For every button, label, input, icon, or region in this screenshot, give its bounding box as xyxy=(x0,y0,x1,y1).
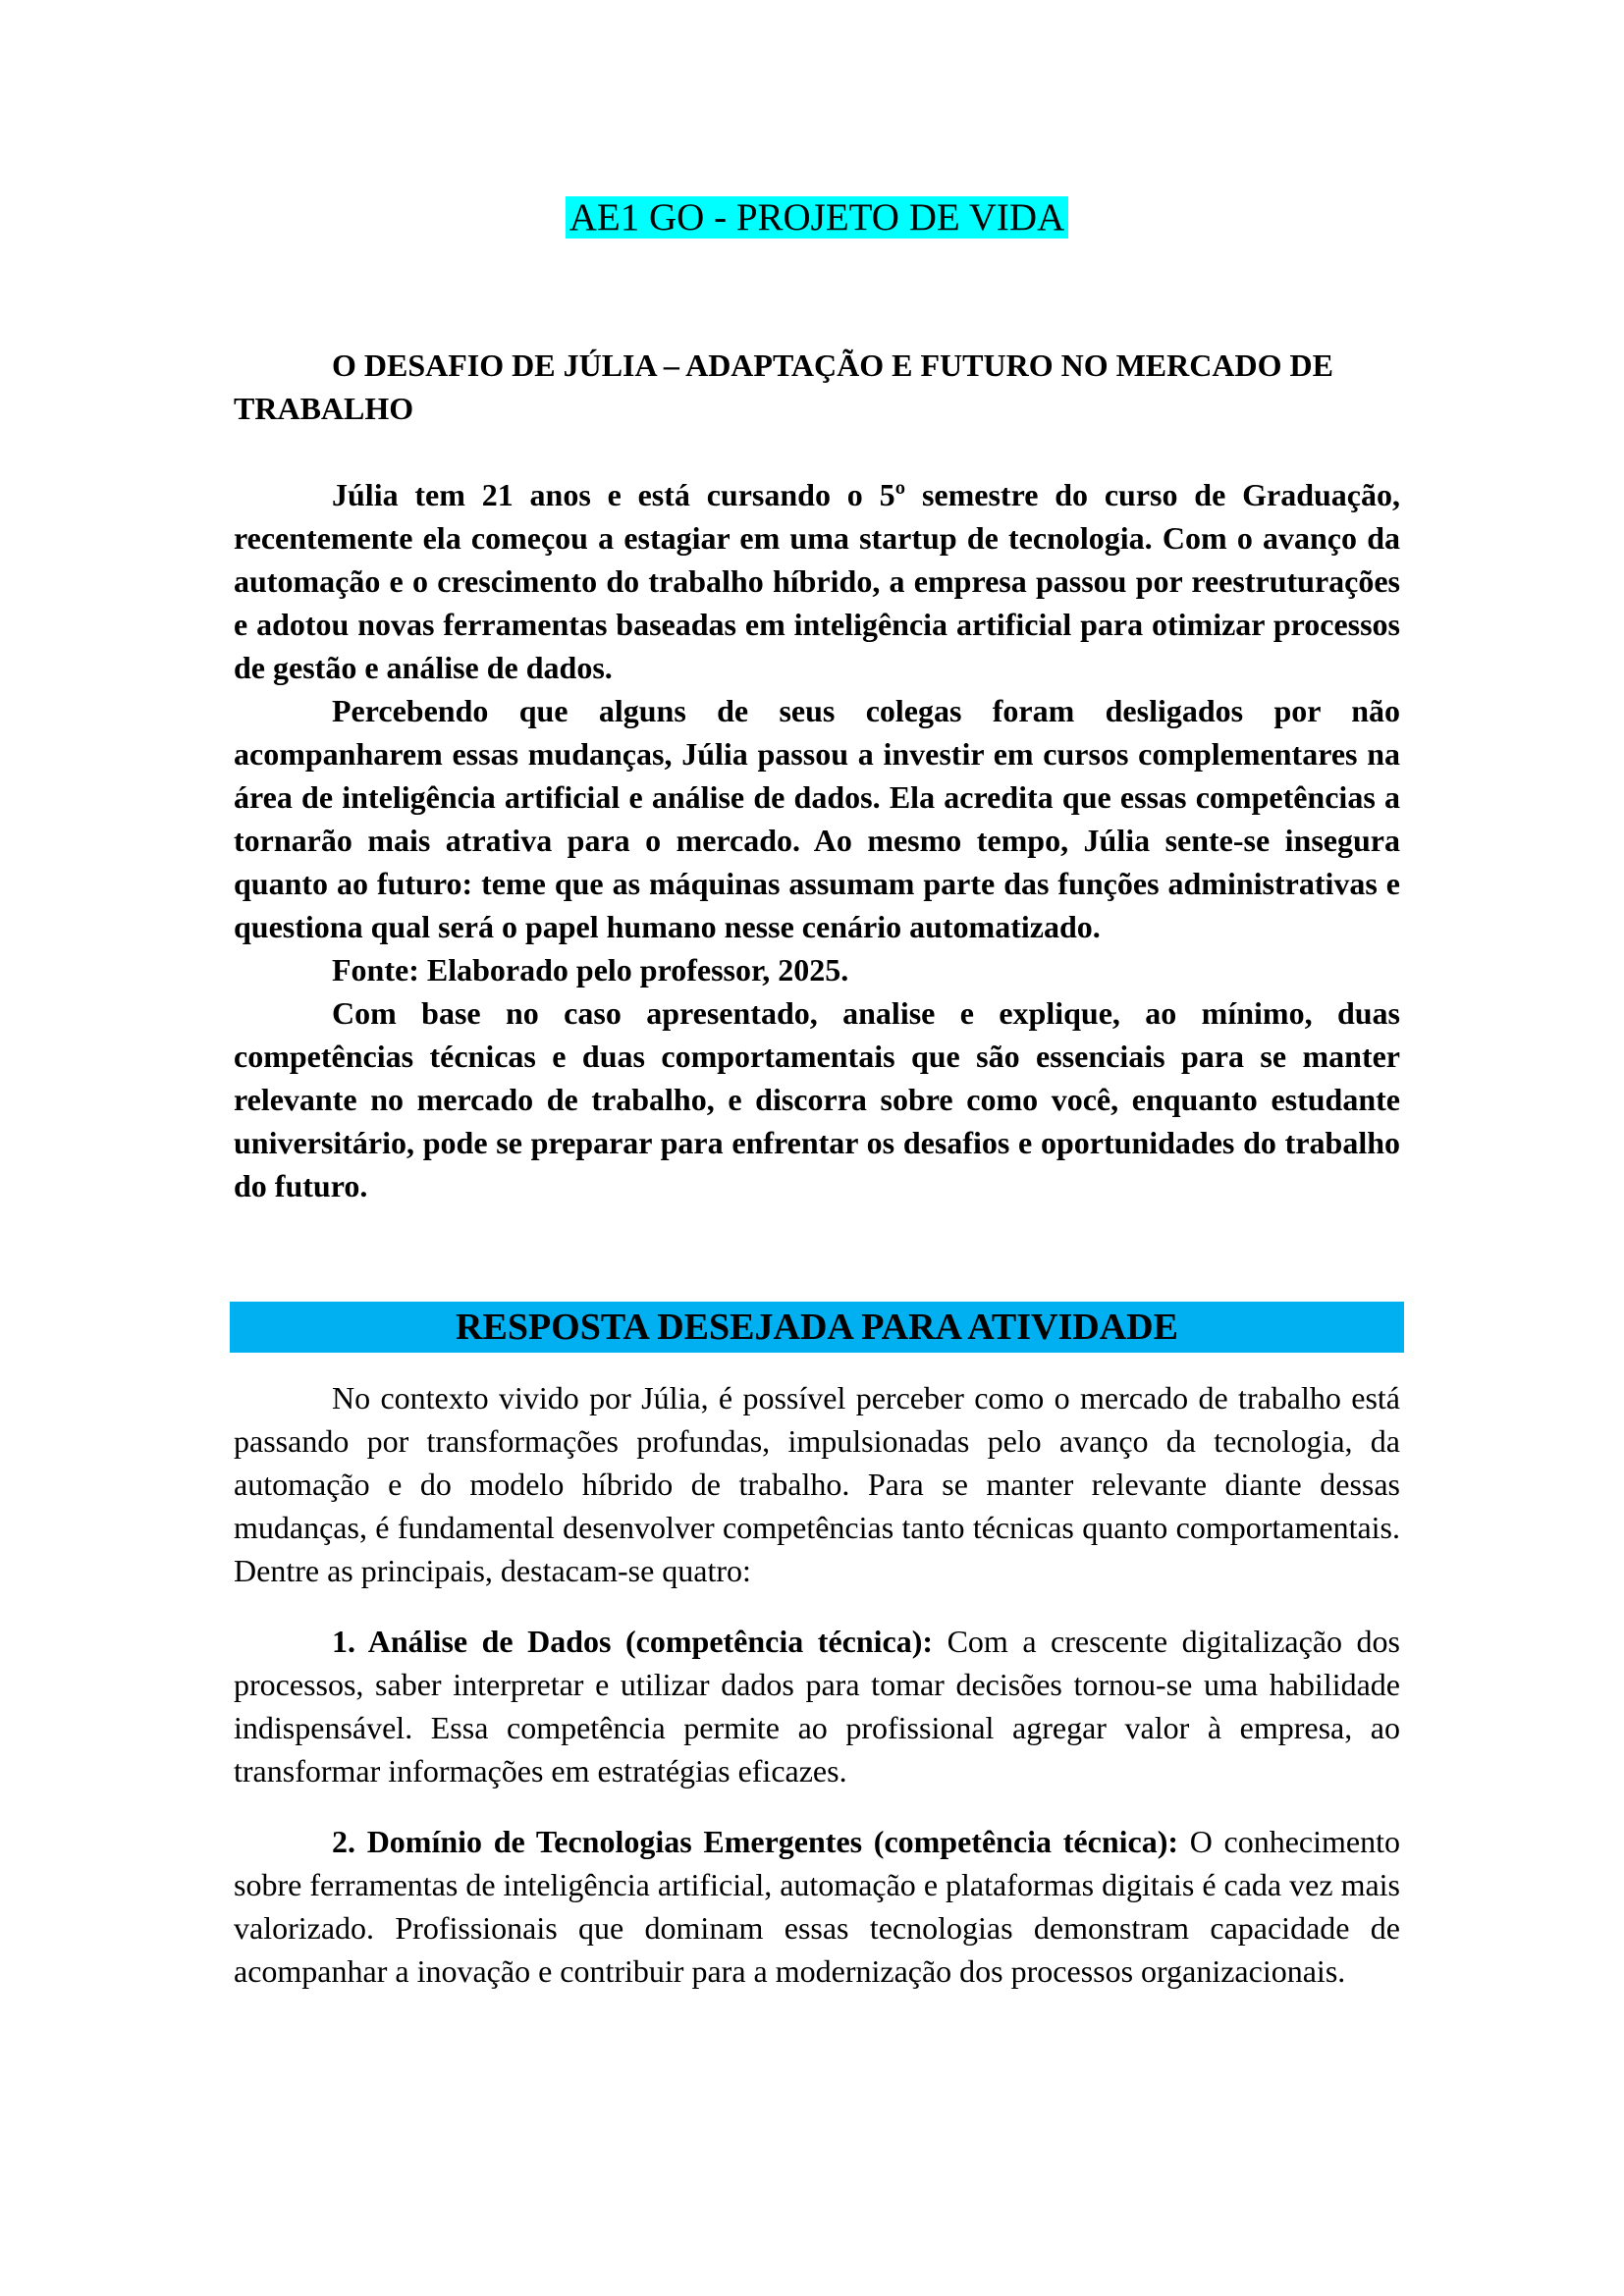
case-paragraph-2: Percebendo que alguns de seus colegas foram desligados por não acompanharem essas mudanças, Júlia passou a investir em cursos complementares na área de inteligência artificial e análise de dados. Ela acredita que essas competências a tornarão mais atrativa para o mercado. Ao mesmo tempo, Júlia sente-se insegura quanto ao futuro: teme que as máquinas assumam parte das funções administrativas e questiona qual será o papel humano nesse cenário automatizado. xyxy=(234,693,1400,944)
competency-1-text: Com a crescente digitalização dos processos, saber interpretar e utilizar dados para tomar decisões tornou-se uma habilidade indispensável. Essa competência permite ao profissional agregar valor à empresa, ao transformar informações em estratégias eficazes. xyxy=(234,1624,1400,1789)
case-study xyxy=(234,473,1400,1207)
competency-1 xyxy=(234,1620,1400,1792)
section-title-bar: RESPOSTA DESEJADA PARA ATIVIDADE xyxy=(230,1302,1404,1353)
competency-2-label: 2. Domínio de Tecnologias Emergentes (competência técnica): xyxy=(332,1824,1179,1859)
competency-2 xyxy=(234,1820,1400,1993)
competency-1-label: 1. Análise de Dados (competência técnica): xyxy=(332,1624,934,1659)
competency-2-text: O conhecimento sobre ferramentas de inteligência artificial, automação e plataformas digitais é cada vez mais valorizado. Profissionais que dominam essas tecnologias demonstram capacidade de acompanhar a inovação e contribuir para a modernização dos processos organizacionais. xyxy=(234,1824,1401,1989)
answer-intro: No contexto vivido por Júlia, é possível perceber como o mercado de trabalho está passando por transformações profundas, impulsionadas pelo avanço da tecnologia, da automação e do modelo híbrido de trabalho. Para se manter relevante diante dessas mudanças, é fundamental desenvolver competências tanto técnicas quanto comportamentais. Dentre as principais, destacam-se quatro: xyxy=(234,1380,1400,1588)
case-heading: O DESAFIO DE JÚLIA – ADAPTAÇÃO E FUTURO NO MERCADO DE TRABALHO xyxy=(234,347,1333,426)
document-title-text: AE1 GO - PROJETO DE VIDA xyxy=(566,196,1068,239)
case-paragraph-1: Júlia tem 21 anos e está cursando o 5º semestre do curso de Graduação, recentemente ela começou a estagiar em uma startup de tecnologia. Com o avanço da automação e o crescimento do trabalho híbrido, a empresa passou por reestruturações e adotou novas ferramentas baseadas em inteligência artificial para otimizar processos de gestão e análise de dados. xyxy=(234,477,1400,685)
document-page xyxy=(234,0,1400,2296)
case-source: Fonte: Elaborado pelo professor, 2025. xyxy=(332,952,849,988)
case-question: Com base no caso apresentado, analise e explique, ao mínimo, duas competências técnicas e duas comportamentais que são essenciais para se manter relevante no mercado de trabalho, e discorra sobre como você, enquanto estudante universitário, pode se preparar para enfrentar os desafios e oportunidades do trabalho do futuro. xyxy=(234,995,1400,1203)
document-title xyxy=(234,192,1400,243)
